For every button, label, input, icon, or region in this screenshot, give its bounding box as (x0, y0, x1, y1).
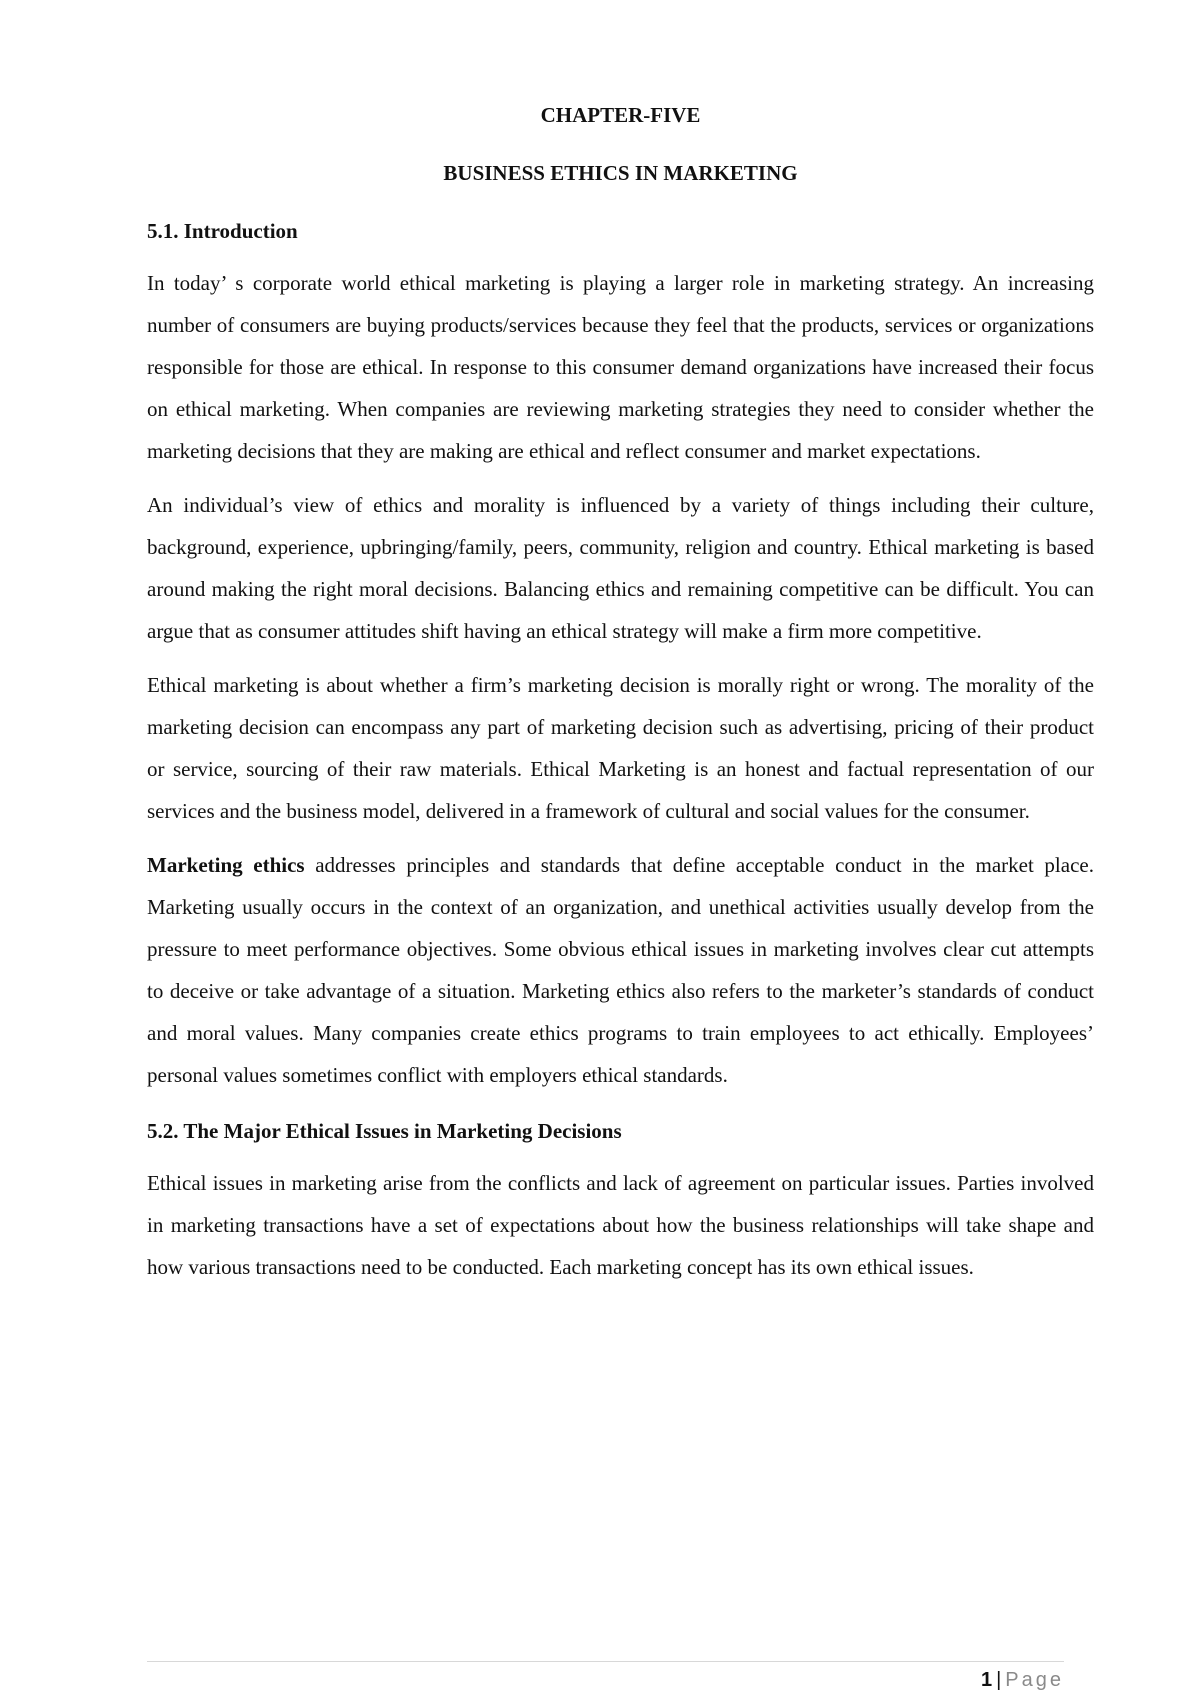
paragraph-intro-1: In today’ s corporate world ethical marketing is playing a larger role in marketing strategy. An increasing number of consumers are buying products/services because they feel that the products, services or organizations responsible for those are ethical. In response to this consumer demand organizations have increased their focus on ethical marketing. When companies are reviewing marketing strategies they need to consider whether the marketing decisions that they are making are ethical and reflect consumer and market expectations. (147, 271, 1094, 463)
paragraph-ethical-issues-1: Ethical issues in marketing arise from the conflicts and lack of agreement on particular issues. Parties involved in marketing transactions have a set of expectations about how the business relationships will take shape and how various transactions need to be conducted. Each marketing concept has its own ethical issues. (147, 1171, 1094, 1279)
paragraph-intro-2: An individual’s view of ethics and morality is influenced by a variety of things including their culture, background, experience, upbringing/family, peers, community, religion and country. Ethical marketing is based around making the right moral decisions. Balancing ethics and remaining competitive can be difficult. You can argue that as consumer attitudes shift having an ethical strategy will make a firm more competitive. (147, 493, 1094, 643)
page-label: Page (1005, 1669, 1064, 1691)
bold-term-marketing-ethics: Marketing ethics (147, 853, 305, 877)
section-heading-ethical-issues: 5.2. The Major Ethical Issues in Marketing Decisions (147, 1119, 622, 1143)
footer-separator: | (996, 1669, 1002, 1691)
page-footer (981, 1669, 1064, 1692)
paragraph-intro-3: Ethical marketing is about whether a firm’s marketing decision is morally right or wrong. The morality of the marketing decision can encompass any part of marketing decision such as advertising, pricing of their product or service, sourcing of their raw materials. Ethical Marketing is an honest and factual representation of our services and the business model, delivered in a framework of cultural and social values for the consumer. (147, 673, 1094, 823)
chapter-title: BUSINESS ETHICS IN MARKETING (443, 161, 798, 185)
footer-divider (147, 1661, 1064, 1662)
section-heading-introduction: 5.1. Introduction (147, 219, 298, 243)
paragraph-marketing-ethics (147, 844, 1094, 1096)
marketing-ethics-text: addresses principles and standards that define acceptable conduct in the market place. Marketing usually occurs in the context of an organization, and unethical activities usually develop from the pressure to meet performance objectives. Some obvious ethical issues in marketing involves clear cut attempts to deceive or take advantage of a situation. Marketing ethics also refers to the marketer’s standards of conduct and moral values. Many companies create ethics programs to train employees to act ethically. Employees’ personal values sometimes conflict with employers ethical standards. (147, 853, 1094, 1087)
page-number: 1 (980, 1669, 993, 1691)
chapter-heading: CHAPTER-FIVE (540, 103, 701, 127)
page-content (147, 100, 1094, 1300)
